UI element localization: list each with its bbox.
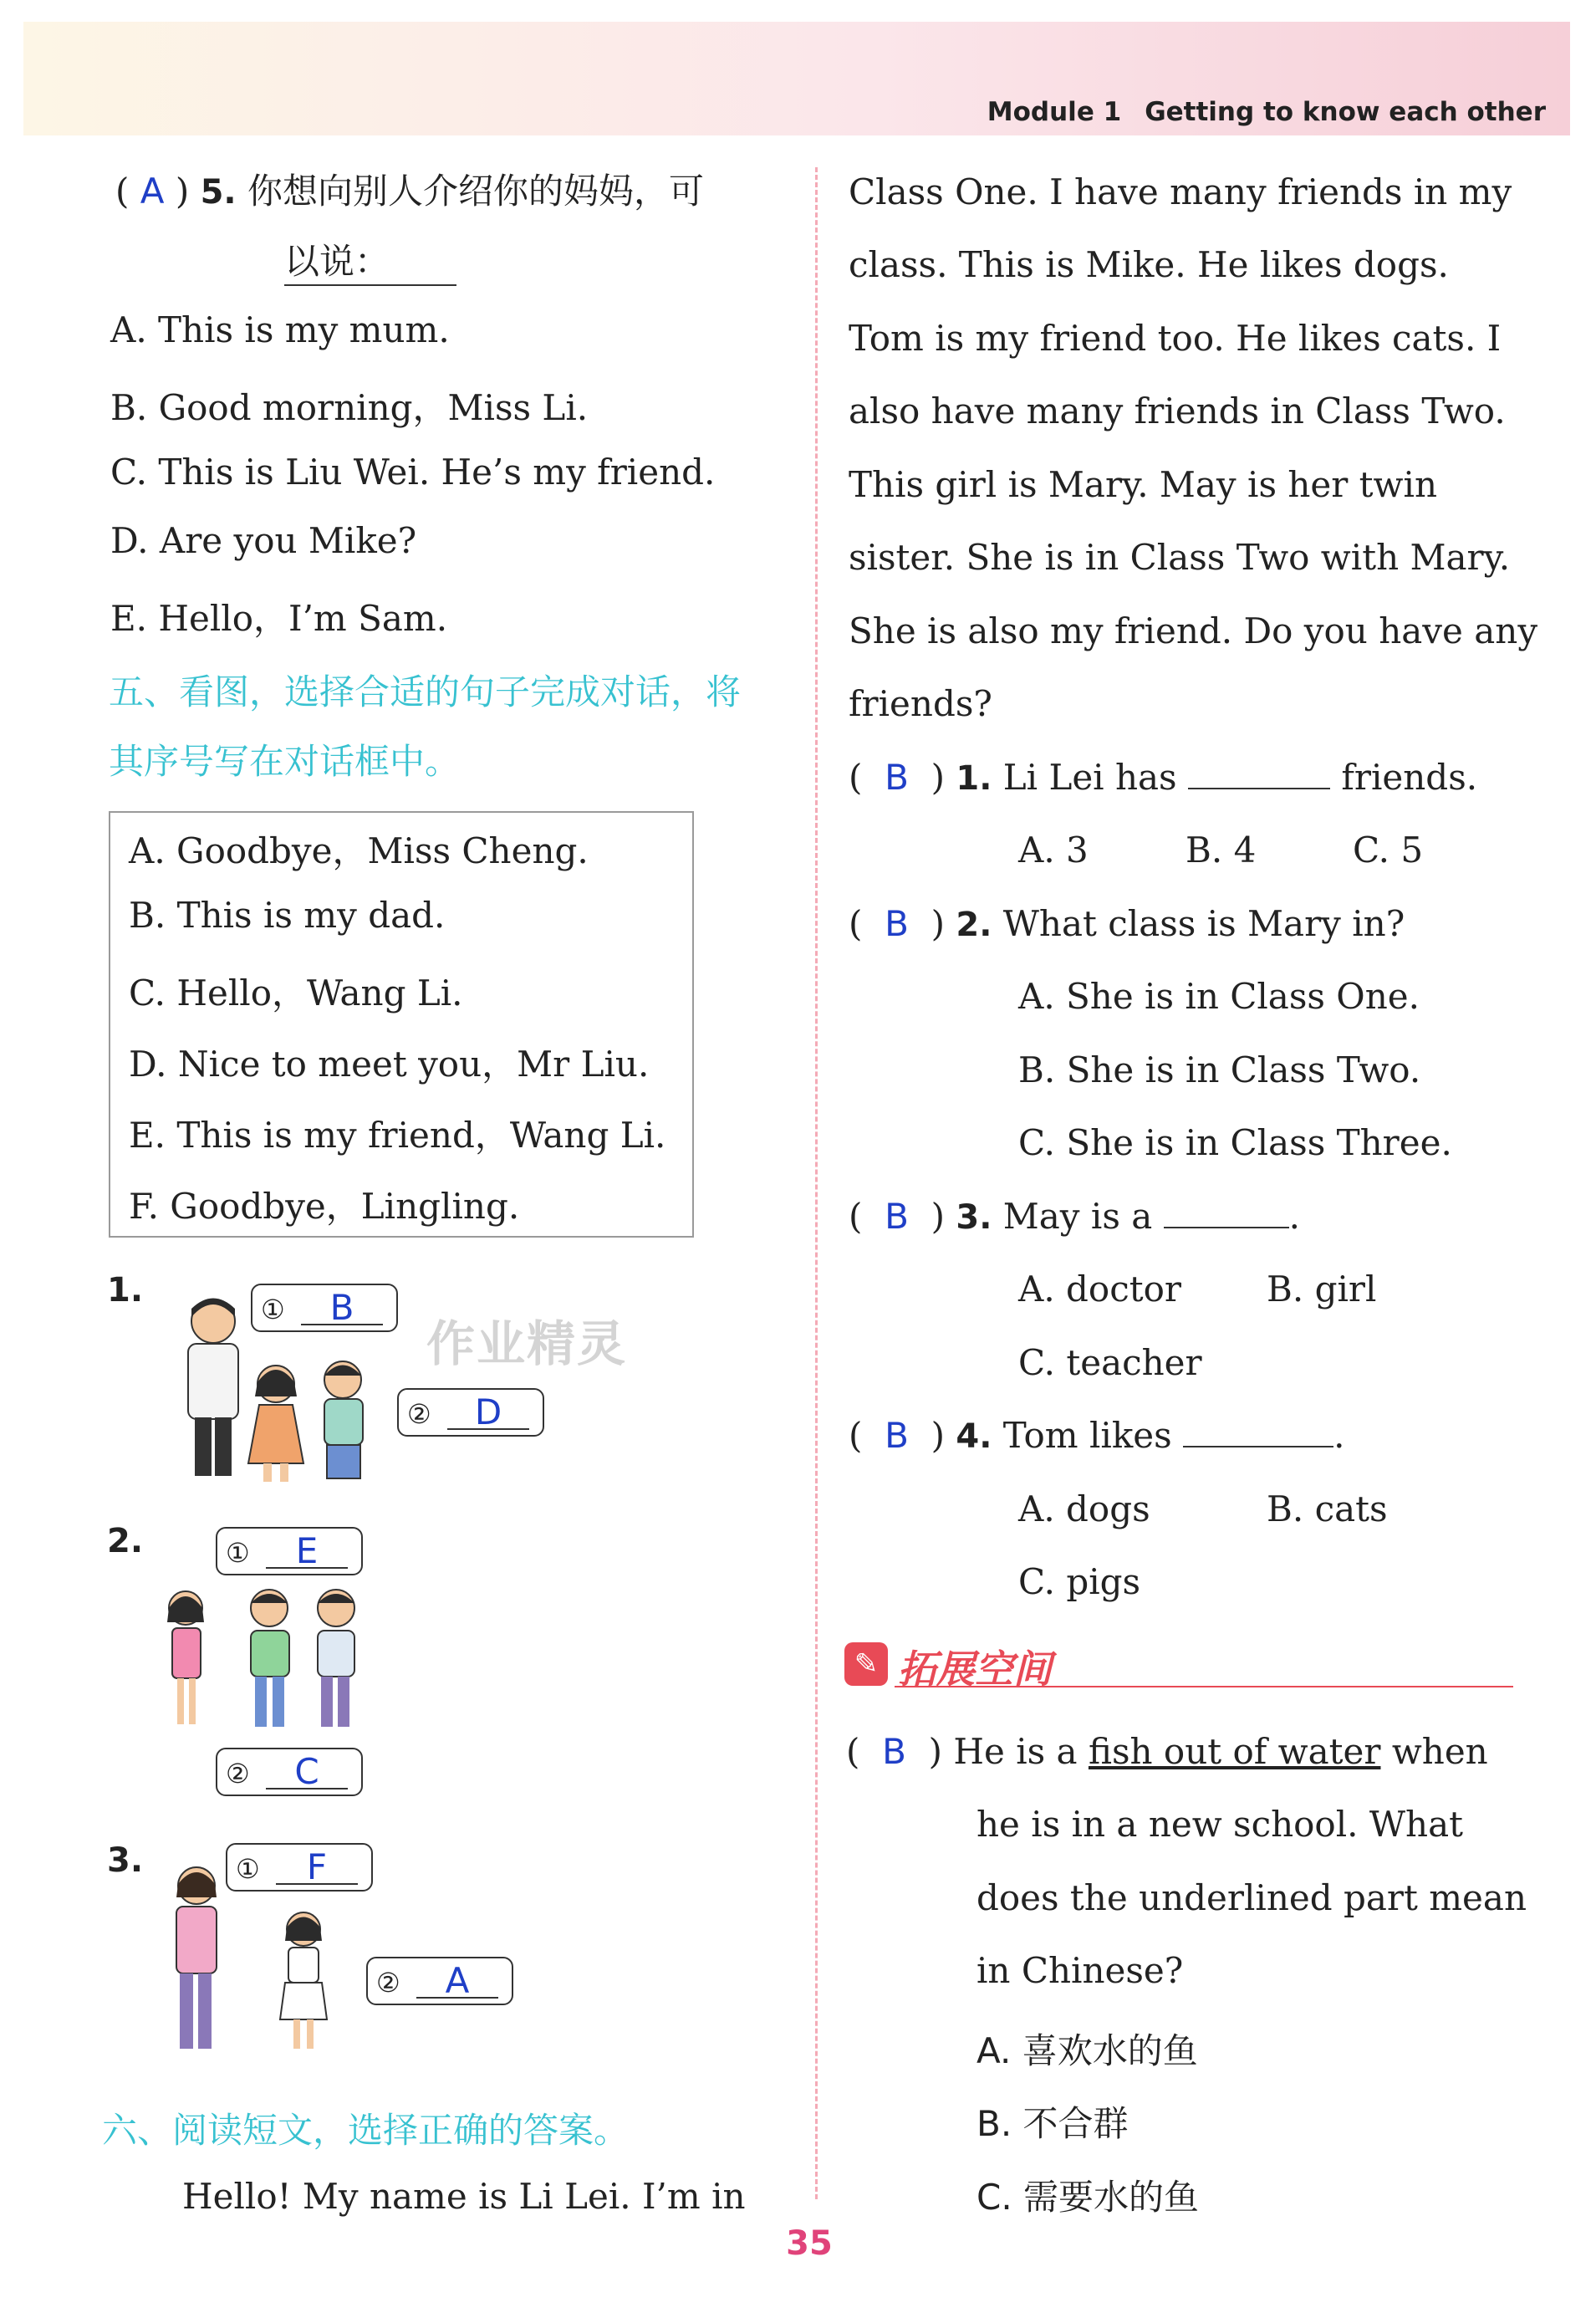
watermark-mid: 作业精灵	[426, 1315, 628, 1372]
ext-line1: ( B ) He is a fish out of water when	[846, 1731, 1488, 1772]
section5-title-line1: 五、看图，选择合适的句子完成对话，将	[109, 671, 742, 712]
s5-option-f: F. Goodbye，Lingling.	[129, 1186, 520, 1227]
r-q3-opt-b: B. girl	[1267, 1269, 1377, 1310]
module-label: Module 1	[987, 97, 1122, 127]
page-number: 35	[786, 2224, 833, 2263]
r-q4-opt-c: C. pigs	[1018, 1561, 1141, 1602]
r-q4-stem: ( B ) 4. Tom likes .	[849, 1415, 1345, 1456]
s5-option-d: D. Nice to meet you，Mr Liu.	[129, 1044, 650, 1085]
column-divider	[815, 167, 818, 2199]
extension-icon: ✎	[844, 1642, 888, 1686]
passage-line-6: This girl is Mary. May is her twin	[849, 464, 1437, 505]
r-q2-opt-b: B. She is in Class Two.	[1018, 1049, 1421, 1090]
passage-line-9: friends?	[849, 683, 992, 724]
r-q1-opt-c: C. 5	[1353, 830, 1424, 870]
dialog2-bubble2: ② C	[216, 1748, 363, 1796]
module-title: Getting to know each other	[1145, 97, 1546, 127]
dialog1-answer1: B	[301, 1287, 383, 1325]
passage-line-8: She is also my friend. Do you have any	[849, 610, 1538, 651]
r-q1-opt-a: A. 3	[1018, 830, 1089, 870]
dialog1-bubble1: ① B	[251, 1284, 398, 1332]
dialog2-answer1: E	[266, 1530, 348, 1569]
section5-options-box	[109, 811, 694, 1238]
dialog3-number: 3.	[107, 1841, 144, 1880]
s5-option-a: A. Goodbye，Miss Cheng.	[129, 830, 589, 871]
r-q2-opt-c: C. She is in Class Three.	[1018, 1122, 1452, 1163]
ext-underlined-phrase: fish out of water	[1088, 1731, 1381, 1772]
q5-number: 5.	[200, 173, 237, 212]
r-q3-opt-c: C. teacher	[1018, 1342, 1202, 1383]
ext-line2: he is in a new school. What	[976, 1804, 1463, 1845]
extension-header	[844, 1639, 1513, 1692]
dialog3-answer1: F	[276, 1846, 358, 1885]
passage-line-5: also have many friends in Class Two.	[849, 391, 1506, 431]
r-q4-opt-b: B. cats	[1267, 1488, 1388, 1529]
ext-opt-a: A. 喜欢水的鱼	[976, 2030, 1198, 2071]
dialog1-number: 1.	[107, 1271, 144, 1310]
s5-option-c: C. Hello，Wang Li.	[129, 973, 463, 1013]
s5-option-b: B. This is my dad.	[129, 895, 446, 936]
ext-opt-b: B. 不合群	[976, 2103, 1129, 2144]
extension-title: 拓展空间	[898, 1647, 1052, 1692]
q5-option-c: C. This is Liu Wei. He’s my friend.	[110, 452, 716, 493]
q5-answer: A	[140, 171, 165, 212]
r-q4-opt-a: A. dogs	[1018, 1488, 1150, 1529]
page-header	[987, 97, 1546, 127]
dialog3-bubble2: ② A	[366, 1957, 513, 2005]
r-q3-stem: ( B ) 3. May is a .	[849, 1196, 1300, 1237]
r-q3-opt-a: A. doctor	[1018, 1269, 1181, 1310]
passage-line-4: Tom is my friend too. He likes cats. I	[849, 318, 1502, 359]
r-q2-stem: ( B ) 2. What class is Mary in?	[849, 903, 1405, 944]
section5-title-line2: 其序号写在对话框中。	[109, 741, 461, 782]
q5-option-b: B. Good morning，Miss Li.	[110, 387, 589, 428]
passage-line-3: class. This is Mike. He likes dogs.	[849, 244, 1449, 285]
passage-line-2: Class One. I have many friends in my	[849, 171, 1512, 212]
r-q1-opt-b: B. 4	[1186, 830, 1257, 870]
q5-option-d: D. Are you Mike?	[110, 520, 417, 561]
dialog2-picture	[159, 1585, 368, 1739]
passage-line-7: sister. She is in Class Two with Mary.	[849, 537, 1511, 578]
q5-option-e: E. Hello，I’m Sam.	[110, 598, 448, 639]
q5-option-a: A. This is my mum.	[110, 309, 450, 350]
dialog3-bubble1: ① F	[226, 1843, 373, 1892]
q5-stem: ( A ) 5. 你想向别人介绍你的妈妈，可	[115, 171, 704, 212]
dialog1-answer2: D	[447, 1391, 529, 1430]
ext-line3: does the underlined part mean	[976, 1877, 1527, 1918]
dialog1-bubble2: ② D	[397, 1388, 544, 1437]
dialog2-answer2: C	[266, 1751, 348, 1789]
s5-option-e: E. This is my friend，Wang Li.	[129, 1115, 666, 1156]
r-q2-opt-a: A. She is in Class One.	[1018, 976, 1420, 1017]
passage-line-1: Hello! My name is Li Lei. I’m in	[182, 2176, 746, 2217]
q5-stem-line2: 以说：	[284, 234, 456, 286]
dialog2-number: 2.	[107, 1522, 144, 1560]
section6-title: 六、阅读短文，选择正确的答案。	[102, 2110, 630, 2151]
ext-line4: in Chinese?	[976, 1950, 1184, 1991]
ext-answer: B	[882, 1731, 906, 1772]
dialog2-bubble1: ① E	[216, 1527, 363, 1575]
ext-opt-c: C. 需要水的鱼	[976, 2177, 1200, 2218]
dialog3-answer2: A	[416, 1960, 498, 1999]
r-q1-stem: ( B ) 1. Li Lei has friends.	[849, 757, 1478, 798]
